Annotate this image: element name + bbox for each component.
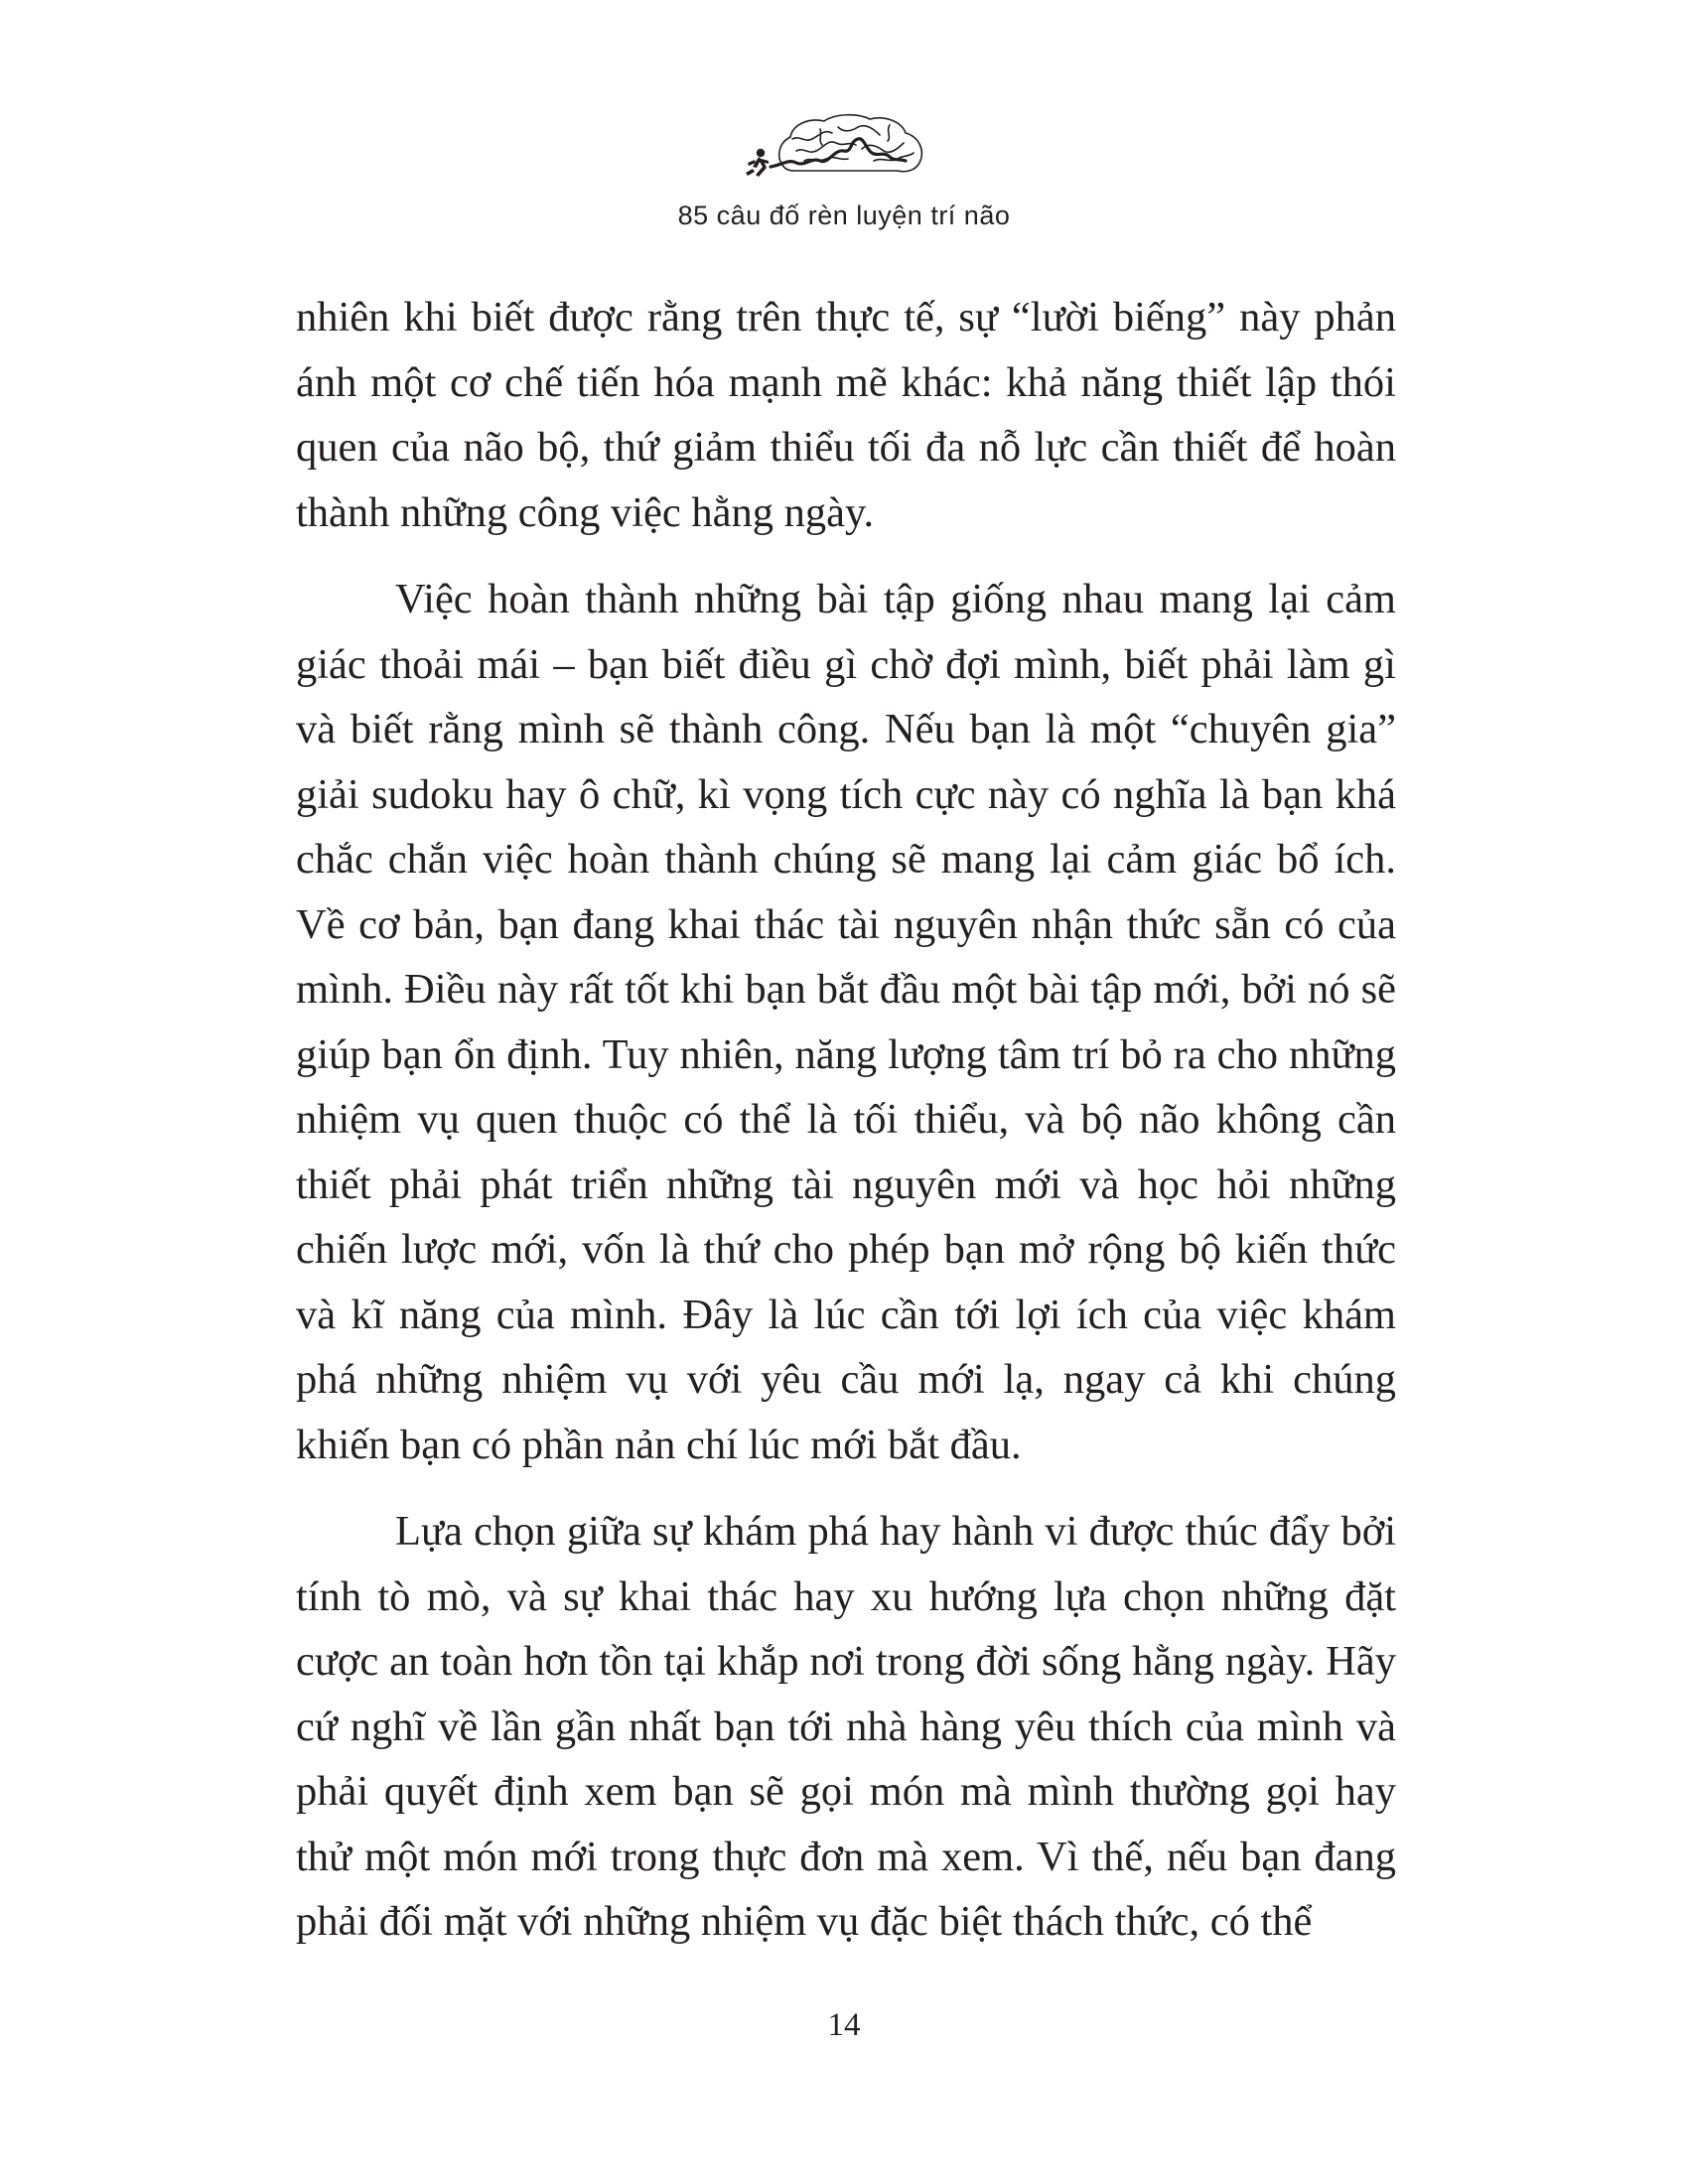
page-number: 14 <box>827 2007 861 2043</box>
runner-brain-maze-icon <box>735 109 943 185</box>
runner-figure <box>746 149 769 177</box>
running-header <box>0 109 1688 238</box>
paragraph: Việc hoàn thành những bài tập giống nhau mang lại cảm giác thoải mái – bạn biết điều gì chờ đợi mình, biết phải làm gì và biết rằng mình sẽ thành công. Nếu bạn là một “chuyên gia” giải sudoku hay ô chữ, kì vọng tích cực này có nghĩa là bạn khá chắc chắn việc hoàn thành chúng sẽ mang lại cảm giác bổ ích. Về cơ bản, bạn đang khai thác tài nguyên nhận thức sẵn có của mình. Điều này rất tốt khi bạn bắt đầu một bài tập mới, bởi nó sẽ giúp bạn ổn định. Tuy nhiên, năng lượng tâm trí bỏ ra cho những nhiệm vụ quen thuộc có thể là tối thiểu, và bộ não không cần thiết phải phát triển những tài nguyên mới và học hỏi những chiến lược mới, vốn là thứ cho phép bạn mở rộng bộ kiến thức và kĩ năng của mình. Đây là lúc cần tới lợi ích của việc khám phá những nhiệm vụ với yêu cầu mới lạ, ngay cả khi chúng khiến bạn có phần nản chí lúc mới bắt đầu. <box>296 576 1396 1468</box>
body-text <box>296 285 1396 1977</box>
paragraph-continued: nhiên khi biết được rằng trên thực tế, sự “lười biếng” này phản ánh một cơ chế tiến hóa mạnh mẽ khác: khả năng thiết lập thói quen của não bộ, thứ giảm thiểu tối đa nỗ lực cần thiết để hoàn thành những công việc hằng ngày. <box>296 294 1396 536</box>
paragraph: Lựa chọn giữa sự khám phá hay hành vi được thúc đẩy bởi tính tò mò, và sự khai thác hay xu hướng lựa chọn những đặt cược an toàn hơn tồn tại khắp nơi trong đời sống hằng ngày. Hãy cứ nghĩ về lần gần nhất bạn tới nhà hàng yêu thích của mình và phải quyết định xem bạn sẽ gọi món mà mình thường gọi hay thử một món mới trong thực đơn mà xem. Vì thế, nếu bạn đang phải đối mặt với những nhiệm vụ đặc biệt thách thức, có thể <box>296 1508 1396 1945</box>
running-header-title: 85 câu đố rèn luyện trí não <box>677 201 1011 230</box>
